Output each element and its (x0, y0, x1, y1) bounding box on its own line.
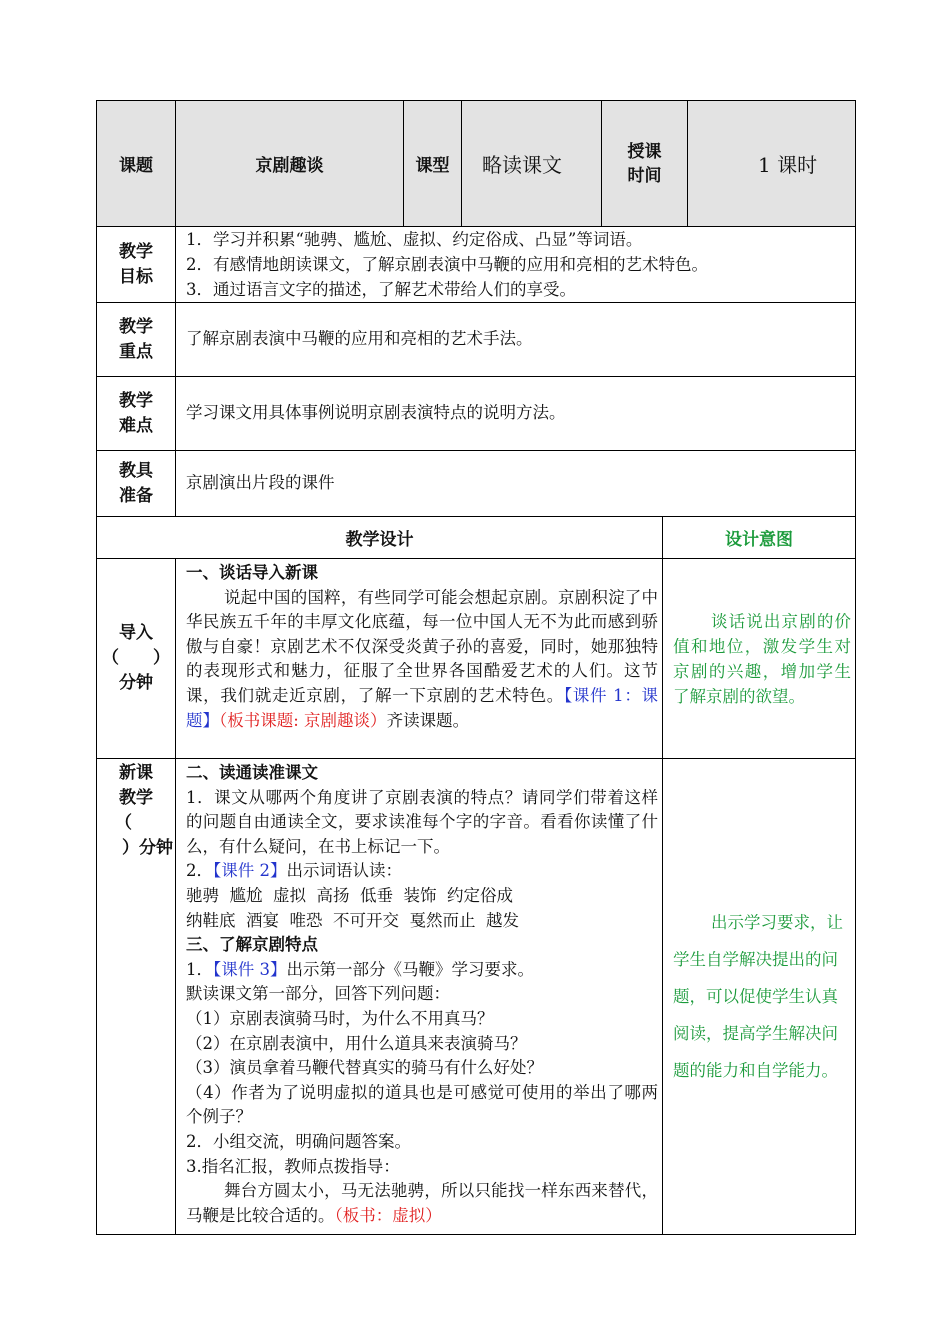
design-table (96, 516, 856, 1235)
read-task: 默读课文第一部分，回答下列问题： (186, 984, 450, 1004)
intro-row (97, 559, 856, 759)
question-item: （1）京剧表演骑马时，为什么不用真马？ (186, 1008, 494, 1028)
answer-board-note: （板书：虚拟） (334, 1205, 442, 1225)
intro-body (186, 586, 658, 734)
newlesson-label-1: 新课 (119, 763, 153, 783)
newlesson-label (97, 759, 176, 1235)
type-value: 略读课文 (462, 101, 602, 227)
word-list-2: 纳鞋底 酒宴 唯恐 不可开交 戛然而止 越发 (186, 910, 519, 930)
lesson-info-table (96, 100, 856, 517)
item-2 (186, 859, 658, 884)
intro-heading: 一、谈话导入新课 (186, 563, 318, 582)
materials-row (97, 451, 856, 517)
answer (186, 1179, 658, 1228)
item-3-text: 出示第一部分《马鞭》学习要求。 (286, 959, 534, 979)
newlesson-intent-text: 出示学习要求，让学生自学解决提出的问题，可以促使学生认真阅读，提高学生解决问题的能力和自学能力。 (673, 913, 843, 1080)
question-item: （4）作者为了说明虚拟的道具也是可感觉可使用的举出了哪两个例子？ (186, 1082, 658, 1127)
section-2-heading: 二、读通读准课文 (186, 763, 318, 782)
item-3-prefix: 1． (186, 959, 213, 979)
intro-label-3: 分钟 (119, 673, 153, 693)
objective-item: 3．通过语言文字的描述，了解艺术带给人们的享受。 (186, 280, 576, 299)
key-points-label (97, 303, 176, 377)
key-points-text: 了解京剧表演中马鞭的应用和亮相的艺术手法。 (176, 303, 856, 377)
topic-label: 课题 (97, 101, 176, 227)
question-1: 1．课文从哪两个角度讲了京剧表演的特点？请同学们带着这样的问题自由通读全文，要求读准每个字的字音。看看你读懂了什么，有什么疑问，在书上标记一下。 (186, 787, 658, 856)
objectives-label-2: 目标 (119, 266, 153, 287)
intro-label-1: 导入 (119, 623, 153, 643)
design-header-row (97, 517, 856, 559)
courseware-1-tag: 【课件 1：课题】 (186, 685, 659, 730)
difficulties-label-1: 教学 (119, 390, 153, 411)
time-label-line-2: 时间 (627, 165, 662, 186)
type-label: 课型 (404, 101, 462, 227)
objectives-label-1: 教学 (119, 241, 153, 262)
key-points-label-2: 重点 (119, 341, 153, 362)
newlesson-content (176, 759, 663, 1235)
intro-label-2: （ ） (102, 648, 170, 668)
intro-content (176, 559, 663, 759)
question-item: （3）演员拿着马鞭代替真实的骑马有什么好处？ (186, 1058, 543, 1078)
materials-label (97, 451, 176, 517)
time-label-line-1: 授课 (627, 141, 662, 162)
courseware-2-tag: 【课件 2】 (213, 861, 287, 881)
difficulties-row (97, 377, 856, 451)
section-3-heading: 三、了解京剧特点 (186, 935, 318, 955)
materials-label-2: 准备 (119, 485, 153, 506)
item-2-prefix: 2． (186, 861, 213, 881)
time-label (602, 101, 688, 227)
intro-label (97, 559, 176, 759)
item-3 (186, 958, 658, 983)
intent-title: 设计意图 (663, 517, 856, 559)
board-title-note: （板书课题: 京剧趣谈） (219, 710, 387, 730)
objective-item: 1．学习并积累“驰骋、尴尬、虚拟、约定俗成、凸显”等词语。 (186, 230, 643, 249)
newlesson-label-2: 教学 (119, 788, 153, 808)
time-value: 1 课时 (688, 101, 856, 227)
answer-text: 舞台方圆太小，马无法驰骋，所以只能找一样东西来替代，马鞭是比较合适的。 (186, 1181, 658, 1225)
step-2: 2．小组交流，明确问题答案。 (186, 1131, 411, 1151)
difficulties-label-2: 难点 (119, 415, 153, 436)
materials-label-1: 教具 (119, 460, 153, 481)
difficulties-text: 学习课文用具体事例说明京剧表演特点的说明方法。 (176, 377, 856, 451)
newlesson-label-4: ）分钟 (122, 838, 173, 858)
key-points-label-1: 教学 (119, 316, 153, 337)
difficulties-label (97, 377, 176, 451)
key-points-row (97, 303, 856, 377)
materials-text: 京剧演出片段的课件 (176, 451, 856, 517)
courseware-3-tag: 【课件 3】 (213, 959, 287, 979)
newlesson-label-3: （ (115, 813, 132, 833)
topic-value: 京剧趣谈 (176, 101, 404, 227)
objective-item: 2．有感情地朗读课文，了解京剧表演中马鞭的应用和亮相的艺术特色。 (186, 255, 708, 274)
intro-tail: 齐读课题。 (386, 710, 470, 730)
objectives-label (97, 227, 176, 303)
item-2-text: 出示词语认读： (286, 861, 402, 881)
header-row (97, 101, 856, 227)
step-3: 3.指名汇报，教师点拨指导： (186, 1156, 400, 1176)
objectives-content (176, 227, 856, 303)
design-title: 教学设计 (97, 517, 663, 559)
objectives-row (97, 227, 856, 303)
question-item: （2）在京剧表演中，用什么道具来表演骑马？ (186, 1033, 527, 1053)
intro-intent-text: 谈话说出京剧的价值和地位，激发学生对京剧的兴趣，增加学生了解京剧的欲望。 (673, 611, 851, 706)
intro-body-text: 说起中国的国粹，有些同学可能会想起京剧。京剧积淀了中华民族五千年的丰厚文化底蕴，每一位中国人无不为此而感到骄傲与自豪！京剧艺术不仅深受炎黄子孙的喜爱，同时，她那独特的表现形式和魅力，征服了全世界各国酷爱艺术的人们。这节课，我们就走近京剧，了解一下京剧的艺术特色。 (186, 587, 658, 705)
newlesson-row (97, 759, 856, 1235)
newlesson-intent (663, 759, 856, 1235)
intro-intent (663, 559, 856, 759)
word-list-1: 驰骋 尴尬 虚拟 高扬 低垂 装饰 约定俗成 (186, 885, 513, 905)
